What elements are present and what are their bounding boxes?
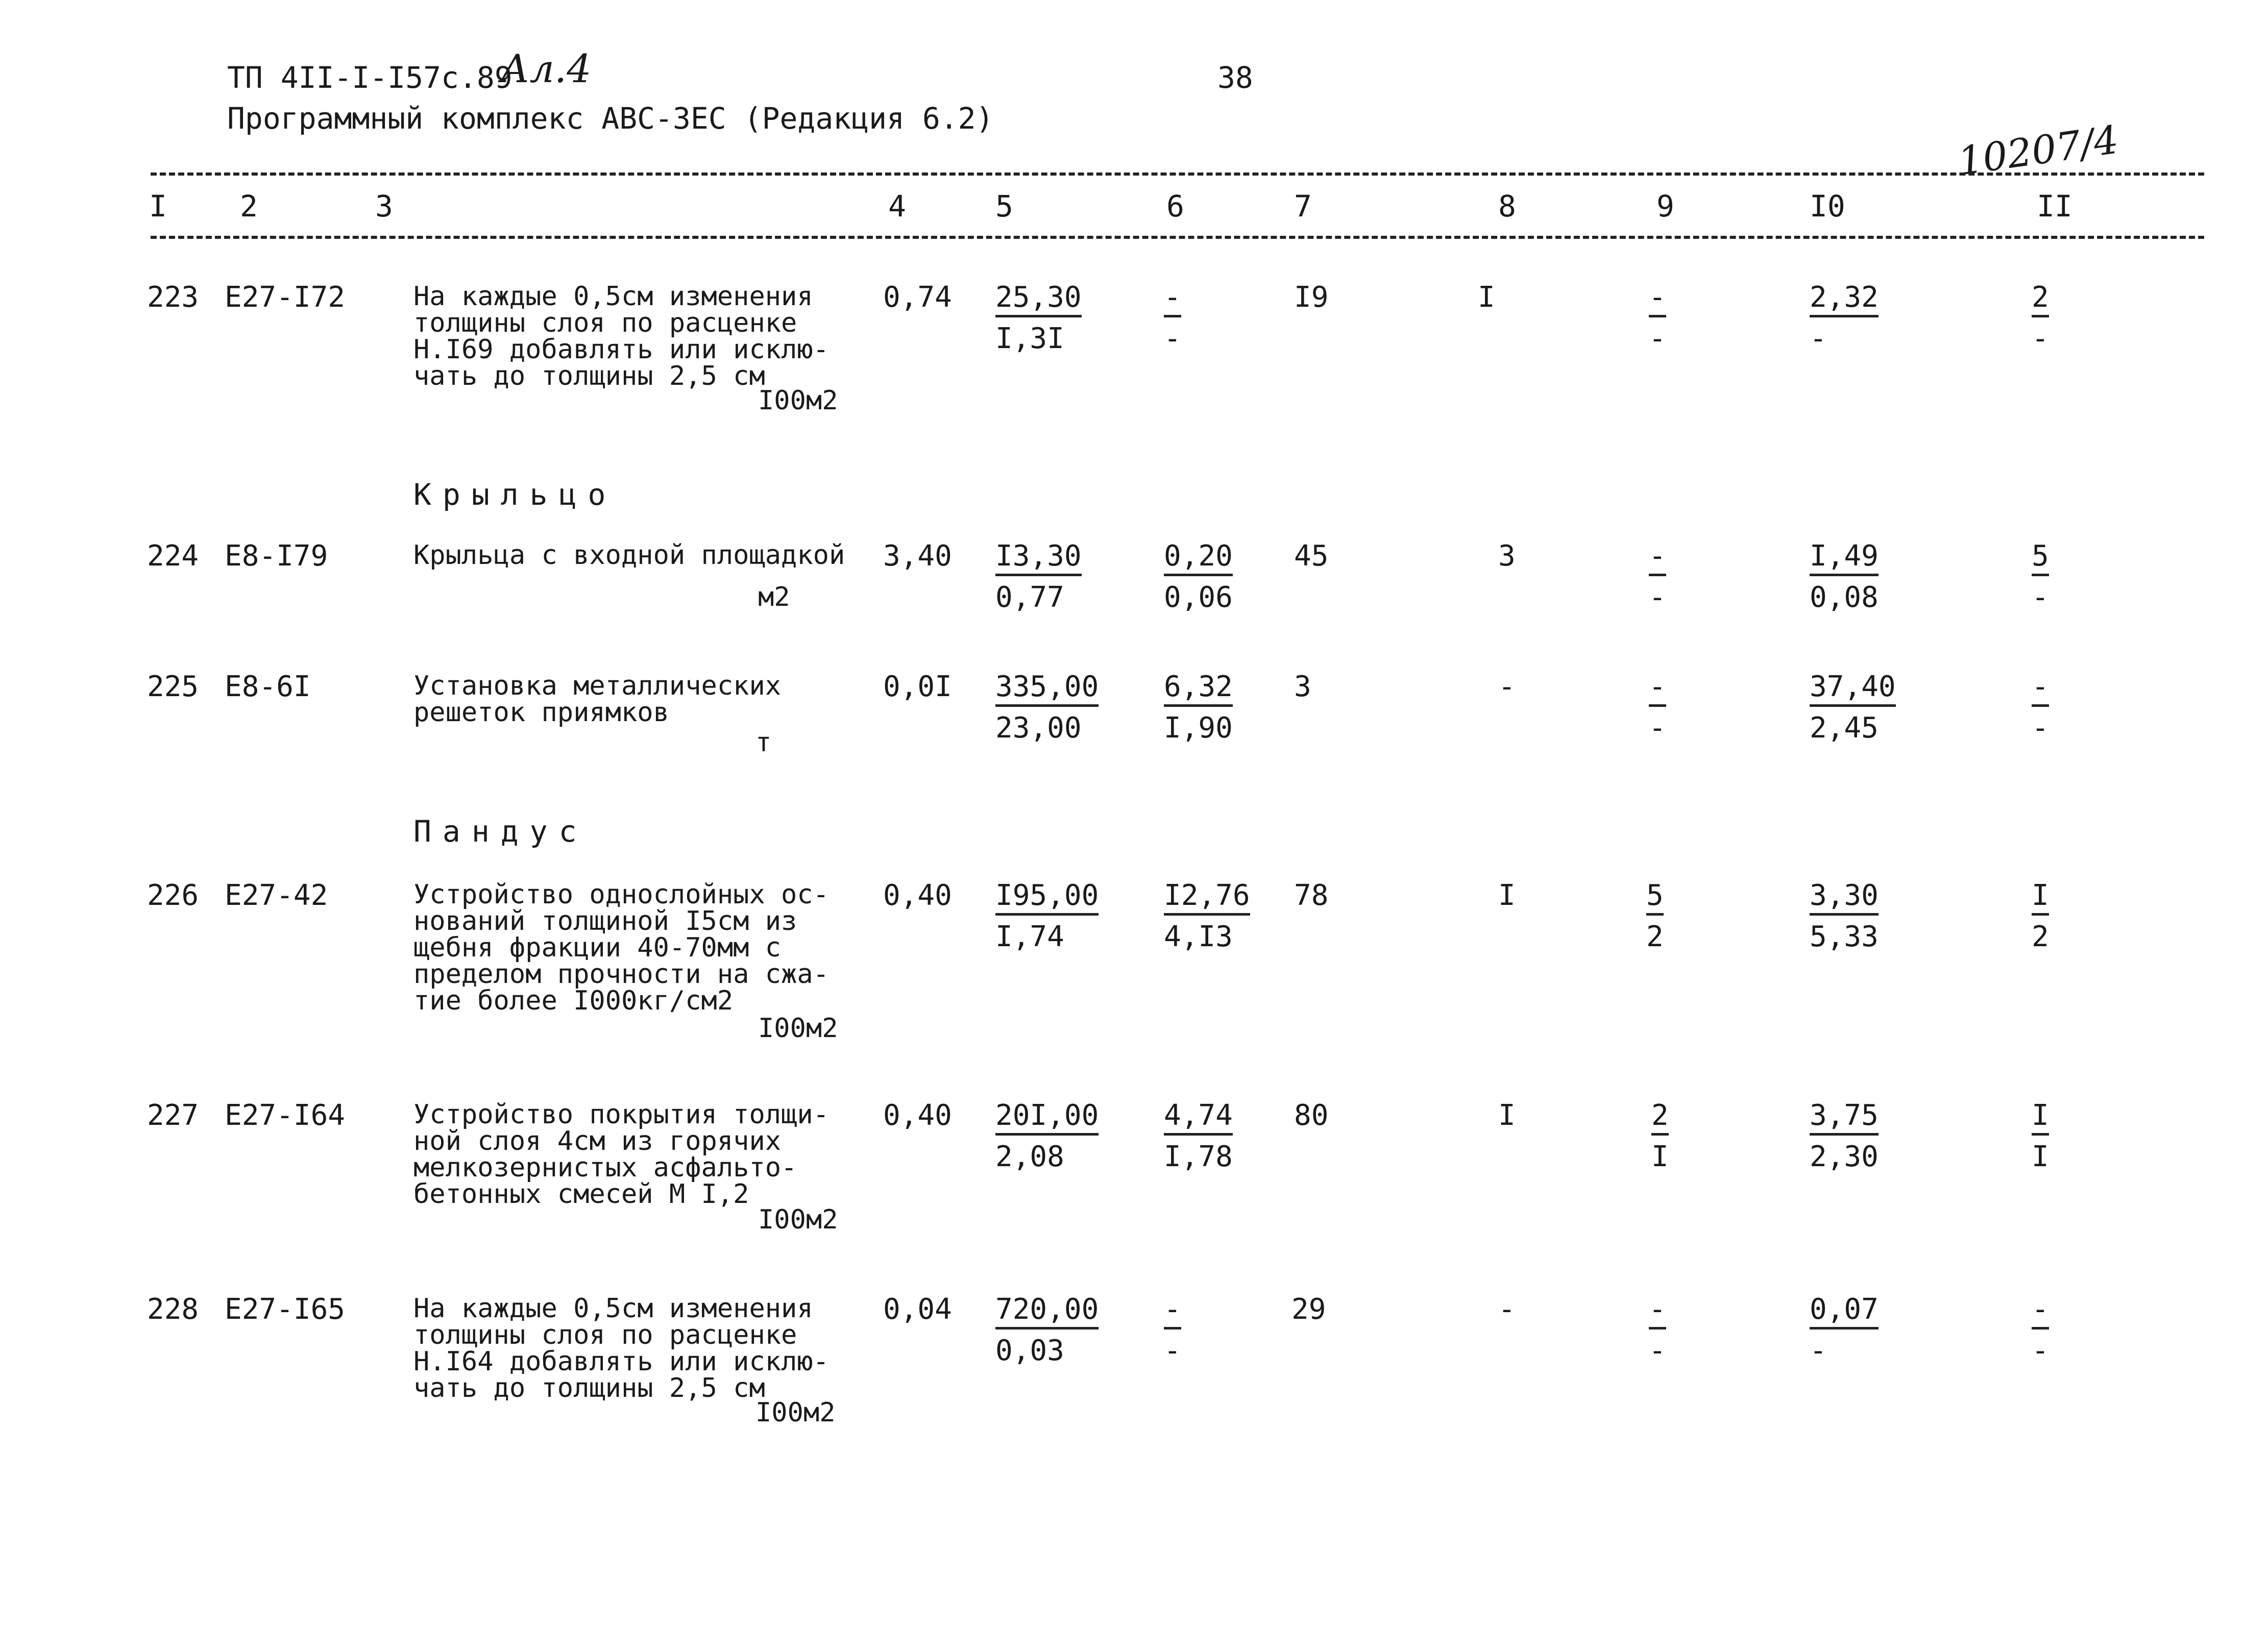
col10-value: $\frac{I,49}{0,08}$ <box>1810 539 1879 614</box>
work-description: Устройство покрытия толщи- ной слоя 4см из горячих мелкозернистых асфальто- бетонных смесей М I,2 <box>413 1099 829 1210</box>
column-header-6: 6 <box>1166 189 1184 224</box>
work-description: Устройство однослойных ос- нований толщиной I5см из щебня фракции 40-70мм с пределом прочности на сжа- тие более I000кг/см2 <box>413 879 829 1016</box>
header-top-rule <box>151 173 2204 176</box>
rate-code: Е8-I79 <box>225 539 328 573</box>
col11-value: 5 - <box>2032 539 2049 614</box>
document-code: ТП 4II-I-I57с.89 <box>227 60 513 95</box>
col5-value: $\frac{720,00}{0,03}$ <box>995 1293 1099 1367</box>
col9-value: - - <box>1649 539 1666 614</box>
handwritten-number: 10207/4 <box>1955 116 2121 184</box>
rate-code: Е27-I64 <box>225 1099 346 1132</box>
col9-value: - - <box>1649 1293 1666 1367</box>
col8-value: - <box>1498 670 1516 703</box>
row-number: 228 <box>147 1293 199 1326</box>
quantity: 3,40 <box>883 539 952 573</box>
col8-value: I <box>1498 879 1516 912</box>
software-title: Программный комплекс АВС-3ЕС (Редакция 6.2) <box>227 101 994 136</box>
col7-value: I9 <box>1294 281 1329 314</box>
row-number: 226 <box>147 879 199 912</box>
col7-value: 80 <box>1294 1099 1329 1132</box>
column-header-7: 7 <box>1294 189 1312 224</box>
col8-value: I <box>1498 1099 1516 1132</box>
col8-value: I <box>1478 281 1495 314</box>
rate-code: Е8-6I <box>225 670 311 703</box>
col10-value: $\frac{37,40}{2,45}$ <box>1810 670 1896 745</box>
quantity: 0,0I <box>883 670 952 703</box>
work-description: Крыльца с входной площадкой <box>413 540 845 571</box>
col10-value: $\frac{3,75}{2,30}$ <box>1810 1099 1879 1173</box>
quantity: 0,04 <box>883 1293 952 1326</box>
column-header-11: II <box>2037 189 2072 224</box>
work-description: На каждые 0,5см изменения толщины слоя по расценке Н.I64 добавлять или исклю- чать до толщины 2,5 см <box>413 1293 829 1403</box>
work-description: На каждые 0,5см изменения толщины слоя по расценке Н.I69 добавлять или исклю- чать до толщины 2,5 см <box>413 281 829 391</box>
column-header-8: 8 <box>1498 189 1516 224</box>
column-header-5: 5 <box>995 189 1013 224</box>
quantity: 0,40 <box>883 1099 952 1132</box>
column-header-10: I0 <box>1810 189 1845 224</box>
section-title-ramp: Пандус <box>413 814 588 849</box>
col5-value: $\frac{I95,00}{I,74}$ <box>995 879 1099 953</box>
col10-value: 2,32 - <box>1810 281 1879 355</box>
col9-value: - - <box>1649 281 1666 355</box>
page-number: 38 <box>1217 60 1253 95</box>
col7-value: 78 <box>1294 879 1329 912</box>
rate-code: Е27-I72 <box>225 281 346 314</box>
col8-value: 3 <box>1498 539 1516 573</box>
row-number: 227 <box>147 1099 199 1132</box>
col10-value: 0,07 - <box>1810 1293 1879 1367</box>
row-number: 223 <box>147 281 199 314</box>
col11-value: - - <box>2032 670 2049 745</box>
col7-value: 45 <box>1294 539 1329 573</box>
col6-value: - - <box>1164 281 1181 355</box>
handwritten-mark: Ал.4 <box>500 46 592 91</box>
col9-value: $\frac{5}{2}$ <box>1646 879 1664 953</box>
column-header-2: 2 <box>240 189 258 224</box>
unit: м2 <box>758 582 790 612</box>
col6-value: $\frac{0,20}{0,06}$ <box>1164 539 1233 614</box>
header-bottom-rule <box>151 236 2204 239</box>
unit: т <box>755 727 772 758</box>
rate-code: Е27-I65 <box>225 1293 346 1326</box>
unit: I00м2 <box>758 385 838 416</box>
unit: I00м2 <box>758 1013 838 1044</box>
col5-value: $\frac{335,00}{23,00}$ <box>995 670 1099 745</box>
quantity: 0,74 <box>883 281 952 314</box>
col9-value: $\frac{2}{I}$ <box>1651 1099 1669 1173</box>
unit: I00м2 <box>758 1204 838 1235</box>
col8-value: - <box>1498 1293 1516 1326</box>
col11-value: $\frac{I}{I}$ <box>2032 1099 2049 1173</box>
work-description: Установка металлических решеток приямков <box>413 671 782 728</box>
row-number: 225 <box>147 670 199 703</box>
col6-value: - - <box>1164 1293 1181 1367</box>
column-header-1: I <box>149 189 167 224</box>
col7-value: 3 <box>1294 670 1311 703</box>
col11-value: - - <box>2032 1293 2049 1367</box>
col6-value: $\frac{4,74}{I,78}$ <box>1164 1099 1233 1173</box>
col9-value: - - <box>1649 670 1666 745</box>
col5-value: $\frac{I3,30}{0,77}$ <box>995 539 1082 614</box>
col5-value: $\frac{25,30}{I,3I}$ <box>995 281 1082 355</box>
col7-value: 29 <box>1291 1293 1326 1326</box>
col11-value: $\frac{I}{2}$ <box>2032 879 2049 953</box>
row-number: 224 <box>147 539 199 573</box>
column-header-9: 9 <box>1656 189 1674 224</box>
col6-value: $\frac{6,32}{I,90}$ <box>1164 670 1233 745</box>
column-header-3: 3 <box>375 189 393 224</box>
unit: I00м2 <box>755 1397 836 1428</box>
quantity: 0,40 <box>883 879 952 912</box>
col10-value: $\frac{3,30}{5,33}$ <box>1810 879 1879 953</box>
col11-value: 2 - <box>2032 281 2049 355</box>
column-header-4: 4 <box>888 189 906 224</box>
col5-value: $\frac{20I,00}{2,08}$ <box>995 1099 1099 1173</box>
col6-value: $\frac{I2,76}{4,I3}$ <box>1164 879 1250 953</box>
section-title-porch: Крыльцо <box>413 477 617 512</box>
rate-code: Е27-42 <box>225 879 328 912</box>
